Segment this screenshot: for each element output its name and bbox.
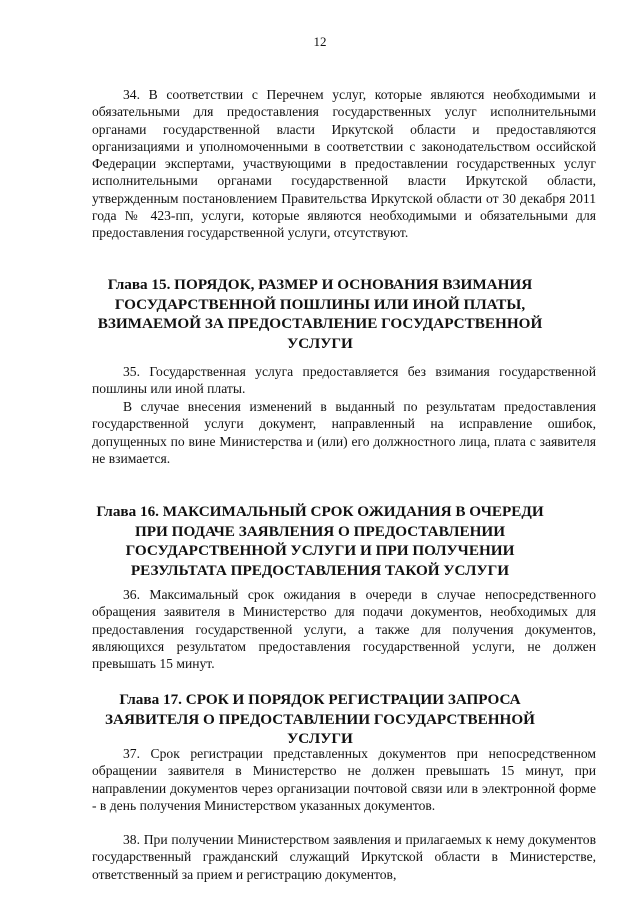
paragraph-34: 34. В соответствии с Перечнем услуг, которые являются необходимыми и обязательными для предоставления государственных услуг исполнительными органами государственной власти Иркутской области и предоставляются организациями и уполномоченными в соответствии с законодательством оссийской Федерации экспертами, участвующими в предоставлении государственных услуг исполнительными органами государственной власти Иркутской области, утвержденным постановлением Правительства Иркутской области от 30 декабря 2011 года № 423-пп, услуги, которые являются необходимыми и обязательными для предоставления государственной услуги, отсутствуют. [92, 87, 596, 241]
chapter-16-heading: Глава 16. МАКСИМАЛЬНЫЙ СРОК ОЖИДАНИЯ В ОЧЕРЕДИ ПРИ ПОДАЧЕ ЗАЯВЛЕНИЯ О ПРЕДОСТАВЛЕНИИ ГОСУДАРСТВЕННОЙ УСЛУГИ И ПРИ ПОЛУЧЕНИИ РЕЗУЛЬТАТА ПРЕДОСТАВЛЕНИЯ ТАКОЙ УСЛУГИ [96, 503, 544, 579]
paragraph-35: 35. Государственная услуга предоставляется без взимания государственной пошлины или иной платы. [92, 364, 596, 397]
paragraph-35-continuation: В случае внесения изменений в выданный по результатам предоставления государственной услуги документ, направленный на исправление ошибок, допущенных по вине Министерства и (или) его должностного лица, плата с заявителя не взимается. [92, 399, 596, 466]
paragraph-38: 38. При получении Министерством заявления и прилагаемых к нему документов государственный гражданский служащий Иркутской области в Министерстве, ответственный за прием и регистрацию документов, [92, 832, 596, 882]
paragraph-37: 37. Срок регистрации представленных документов при непосредственном обращении заявителя в Министерство не должен превышать 15 минут, при направлении документов через организации почтовой связи или в электронной форме - в день получения Министерством указанных документов. [92, 746, 596, 813]
chapter-15-heading: Глава 15. ПОРЯДОК, РАЗМЕР И ОСНОВАНИЯ ВЗИМАНИЯ ГОСУДАРСТВЕННОЙ ПОШЛИНЫ ИЛИ ИНОЙ ПЛАТЫ, ВЗИМАЕМОЙ ЗА ПРЕДОСТАВЛЕНИЕ ГОСУДАРСТВЕННОЙ УСЛУГИ [97, 276, 543, 352]
paragraph-36: 36. Максимальный срок ожидания в очереди в случае непосредственного обращения заявителя в Министерство для подачи документов, необходимых для предоставления государственной услуги, а также для получения документов, являющихся результатом предоставления государственной услуги, не должен превышать 15 минут. [92, 587, 596, 672]
chapter-17-heading: Глава 17. СРОК И ПОРЯДОК РЕГИСТРАЦИИ ЗАПРОСА ЗАЯВИТЕЛЯ О ПРЕДОСТАВЛЕНИИ ГОСУДАРСТВЕННОЙ УСЛУГИ [104, 691, 535, 748]
page-number: 12 [313, 34, 327, 49]
